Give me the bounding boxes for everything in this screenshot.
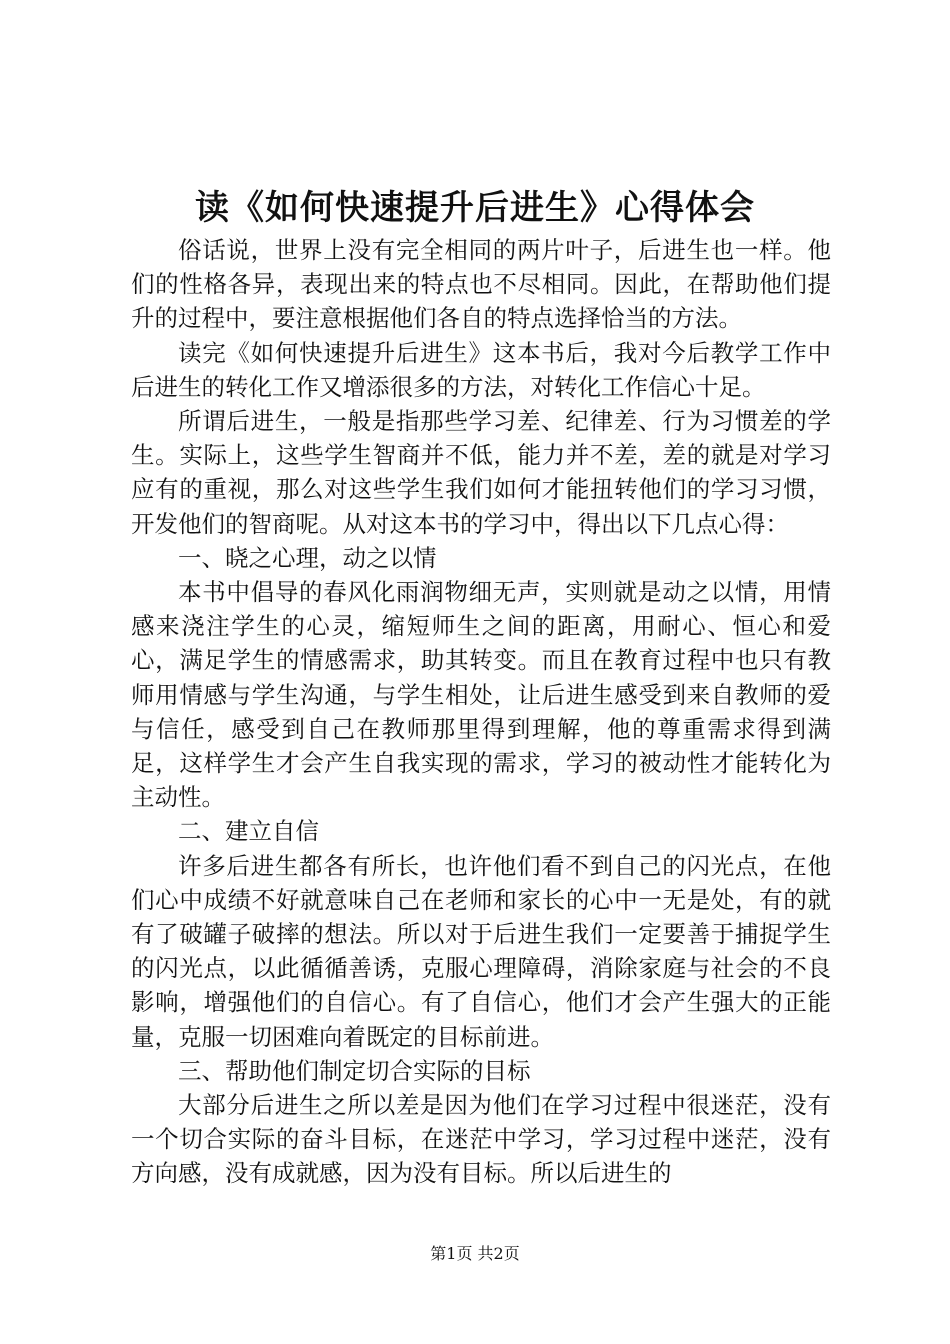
page-footer: 第1页 共2页 <box>430 1244 520 1263</box>
paragraph: 所谓后进生，一般是指那些学习差、纪律差、行为习惯差的学生。实际上，这些学生智商并不低，能力并不差，差的就是对学习应有的重视，那么对这些学生我们如何才能扭转他们的学习习惯，开发他们的智商呢。从对这本书的学习中，得出以下几点心得： <box>131 407 831 538</box>
paragraph: 本书中倡导的春风化雨润物细无声，实则就是动之以情，用情感来浇注学生的心灵，缩短师生之间的距离，用耐心、恒心和爱心，满足学生的情感需求，助其转变。而且在教育过程中也只有教师用情感与学生沟通，与学生相处，让后进生感受到来自教师的爱与信任，感受到自己在教师那里得到理解，他的尊重需求得到满足，这样学生才会产生自我实现的需求，学习的被动性才能转化为主动性。 <box>131 578 831 812</box>
section-heading: 三、帮助他们制定切合实际的目标 <box>178 1056 531 1085</box>
paragraph: 读完《如何快速提升后进生》这本书后，我对今后教学工作中后进生的转化工作又增添很多的方法，对转化工作信心十足。 <box>131 338 831 401</box>
section-heading: 一、晓之心理，动之以情 <box>178 543 437 572</box>
paragraph: 大部分后进生之所以差是因为他们在学习过程中很迷茫，没有一个切合实际的奋斗目标，在迷茫中学习，学习过程中迷茫，没有方向感，没有成就感，因为没有目标。所以后进生的 <box>131 1091 831 1188</box>
section-heading: 二、建立自信 <box>178 817 319 846</box>
document-body <box>131 233 831 1191</box>
paragraph: 俗话说，世界上没有完全相同的两片叶子，后进生也一样。他们的性格各异，表现出来的特点也不尽相同。因此，在帮助他们提升的过程中，要注意根据他们各自的特点选择恰当的方法。 <box>131 236 831 333</box>
paragraph: 许多后进生都各有所长，也许他们看不到自己的闪光点，在他们心中成绩不好就意味自己在老师和家长的心中一无是处，有的就有了破罐子破摔的想法。所以对于后进生我们一定要善于捕捉学生的闪光点，以此循循善诱，克服心理障碍，消除家庭与社会的不良影响，增强他们的自信心。有了自信心，他们才会产生强大的正能量，克服一切困难向着既定的目标前进。 <box>131 851 831 1051</box>
document-title: 读《如何快速提升后进生》心得体会 <box>195 188 755 228</box>
